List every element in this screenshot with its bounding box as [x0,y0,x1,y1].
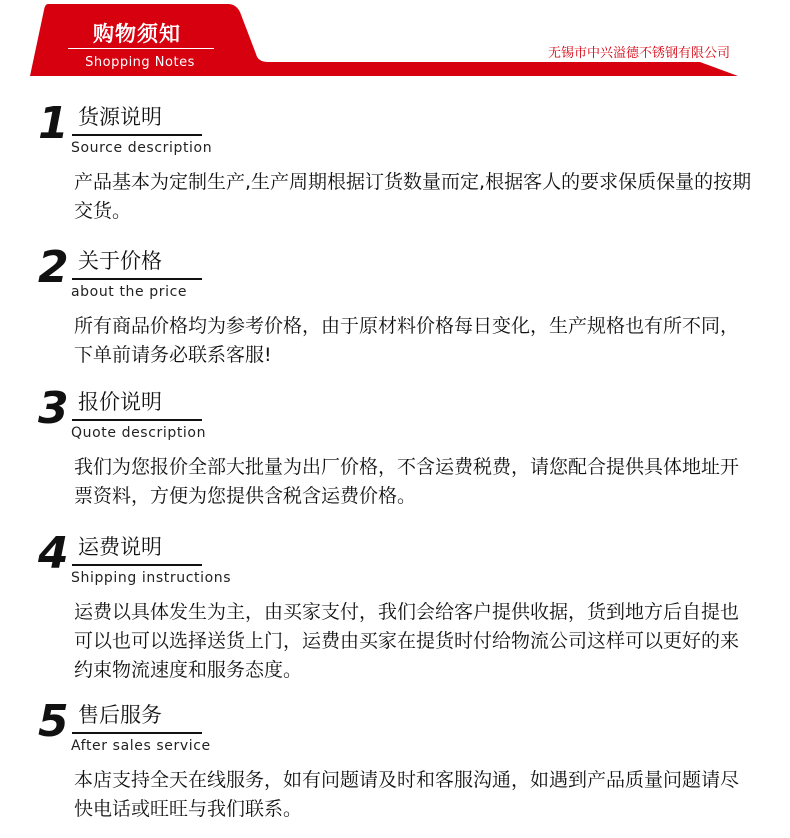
section-body: 运费以具体发生为主，由买家支付，我们会给客户提供收据，货到地方后自提也可以也可以选择送货上门，运费由买家在提货时付给物流公司这样可以更好的来约束物流速度和服务态度。 [74,601,740,681]
section-number: 1 [38,98,69,149]
section-title: 运费说明 [78,535,162,559]
section-underline [72,278,202,280]
section-subtitle: Source description [71,140,213,156]
section-underline [72,732,202,734]
section-subtitle: about the price [71,284,188,300]
section-subtitle: Quote description [71,425,207,441]
shopping-notes-subtitle: Shopping Notes [85,55,195,70]
section-underline [72,564,202,566]
section-subtitle: Shipping instructions [71,570,232,586]
company-name: 无锡市中兴溢德不锈钢有限公司 [547,46,730,61]
section-underline [72,134,202,136]
section-number: 5 [38,696,69,747]
section-number: 2 [38,242,69,293]
section-body: 所有商品价格均为参考价格，由于原材料价格每日变化，生产规格也有所不同，下单前请务必联系客服! [74,315,740,366]
title-divider [68,48,214,49]
section-body: 产品基本为定制生产,生产周期根据订货数量而定,根据客人的要求保质保量的按期交货。 [74,171,752,222]
section-subtitle: After sales service [71,738,211,754]
section-underline [72,419,202,421]
shopping-notes-title: 购物须知 [93,22,181,46]
section-body: 本店支持全天在线服务，如有问题请及时和客服沟通，如遇到产品质量问题请尽快电话或旺旺与我们联系。 [74,769,740,820]
header-banner [0,0,790,80]
section-body: 我们为您报价全部大批量为出厂价格，不含运费税费，请您配合提供具体地址开票资料，方便为您提供含税含运费价格。 [74,456,740,507]
section-number: 4 [38,528,69,579]
section-title: 售后服务 [78,703,162,727]
section-title: 报价说明 [78,390,162,414]
section-title: 关于价格 [78,249,162,273]
section-title: 货源说明 [78,105,162,129]
section-number: 3 [38,383,69,434]
